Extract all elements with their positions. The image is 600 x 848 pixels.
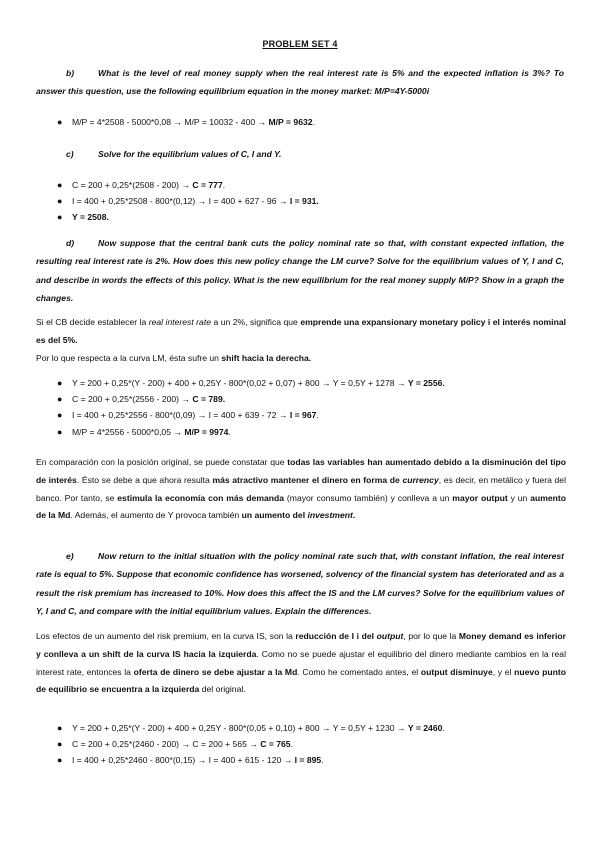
list-item: ● I = 400 + 0,25*2460 - 800*(0,15) → I = 400 + 615 - 120 → I = 895. [36,752,566,768]
list-item: ● Y = 200 + 0,25*(Y - 200) + 400 + 0,25Y - 800*(0,02 + 0,07) + 800 → Y = 0,5Y + 1278 → Y = 2556. [36,375,566,391]
answer-d-list [36,375,566,440]
question-d-label: d) [66,238,75,248]
question-d [36,234,564,308]
question-e [36,547,564,621]
answer-e-paragraph: Los efectos de un aumento del risk premium, en la curva IS, son la reducción de I i del output, por lo que la Money demand es inferior y conlleva a un shift de la curva IS hacia la izquierda. Como no se puede ajustar el equilibrio del dinero mediante cambios en la real interest rate, entonces la oferta de dinero se debe ajustar a la Md. Como he comentado antes, el output disminuye, y el nuevo punto de equilibrio se encuentra a la izquierda del original. [36,631,566,695]
bullet-icon: ● [57,410,63,421]
bullet-icon: ● [57,394,63,405]
question-c-label: c) [66,149,74,159]
question-b [36,64,564,101]
bullet-icon: ● [57,426,63,437]
bullet-icon: ● [57,378,63,388]
question-e-text: Now return to the initial situation with the policy nominal rate such that, with constant inflation, the real interest rate is equal to 5%. Suppose that economic confidence has worsened, solvency of the financial system has deteriorated and as a result the risk premium has increased to 10%. How does this affect the IS and the LM curves? Solve for the equilibrium values of Y, I and C, and compare with the initial equilibrium values. Explain the differences. [36,551,564,617]
answer-d-paragraph-2: En comparación con la posición original, se puede constatar que todas las variables han aumentado debido a la disminución del tipo de interés. Ésto se debe a que ahora resulta más atractivo mantener el dinero en forma de currency, es decir, en metálico y fuera del banco. Por tanto, se estimula la economía con más demanda (mayor consumo también) y conlleva a un mayor output y un aumento de la Md. Además, el aumento de Y provoca también un aumento del investment. [36,457,567,521]
question-d-text: Now suppose that the central bank cuts the policy nominal rate so that, with constant expected inflation, the resulting real interest rate is 2%. How does this new policy change the LM curve? Solve for the equilibrium values of Y, I and C, and describe in words the effects of this policy. What is the new equilibrium for the real money supply M/P? Show in a graph the changes. [36,238,564,304]
bullet-icon: ● [57,117,63,127]
bullet-icon: ● [57,723,63,733]
question-b-text: What is the level of real money supply when the real interest rate is 5% and the expected inflation is 3%? To answer this question, use the following equilibrium equation in the money market: M/P=4Y-5000i [36,68,564,97]
list-item: ● C = 200 + 0,25*(2460 - 200) → C = 200 + 565 → C = 765. [36,736,566,752]
question-c [36,145,564,163]
list-item: ● Y = 2508. [36,209,566,225]
bullet-icon: ● [57,212,63,223]
page-title: PROBLEM SET 4 [262,39,338,49]
list-item: ● M/P = 4*2508 - 5000*0,08 → M/P = 10032 - 400 → M/P = 9632. [36,114,566,130]
bullet-icon: ● [57,739,63,750]
list-item: ● I = 400 + 0,25*2556 - 800*(0,09) → I = 400 + 639 - 72 → I = 967. [36,407,566,423]
list-item: ● I = 400 + 0,25*2508 - 800*(0,12) → I = 400 + 627 - 96 → I = 931. [36,193,566,209]
answer-c-list [36,177,566,226]
list-item: ● C = 200 + 0,25*(2508 - 200) → C = 777. [36,177,566,193]
list-item: ● C = 200 + 0,25*(2556 - 200) → C = 789. [36,391,566,407]
bullet-icon: ● [57,755,63,766]
question-b-label: b) [66,68,75,78]
list-item: ● Y = 200 + 0,25*(Y - 200) + 400 + 0,25Y - 800*(0,05 + 0,10) + 800 → Y = 0,5Y + 1230 → Y = 2460. [36,720,566,736]
answer-b-list [36,114,566,130]
answer-d-paragraph-1: Si el CB decide establecer la real interest rate a un 2%, significa que emprende una expansionary monetary policy i el interés nominal es del 5%. Por lo que respecta a la curva LM, ésta sufre un shift hacia la derecha. [36,317,566,363]
bullet-icon: ● [57,180,63,190]
list-item: ● M/P = 4*2556 - 5000*0,05 → M/P = 9974. [36,424,566,440]
question-c-text: Solve for the equilibrium values of C, I and Y. [98,149,282,159]
answer-e-list [36,720,566,769]
bullet-icon: ● [57,196,63,207]
question-e-label: e) [66,551,74,561]
